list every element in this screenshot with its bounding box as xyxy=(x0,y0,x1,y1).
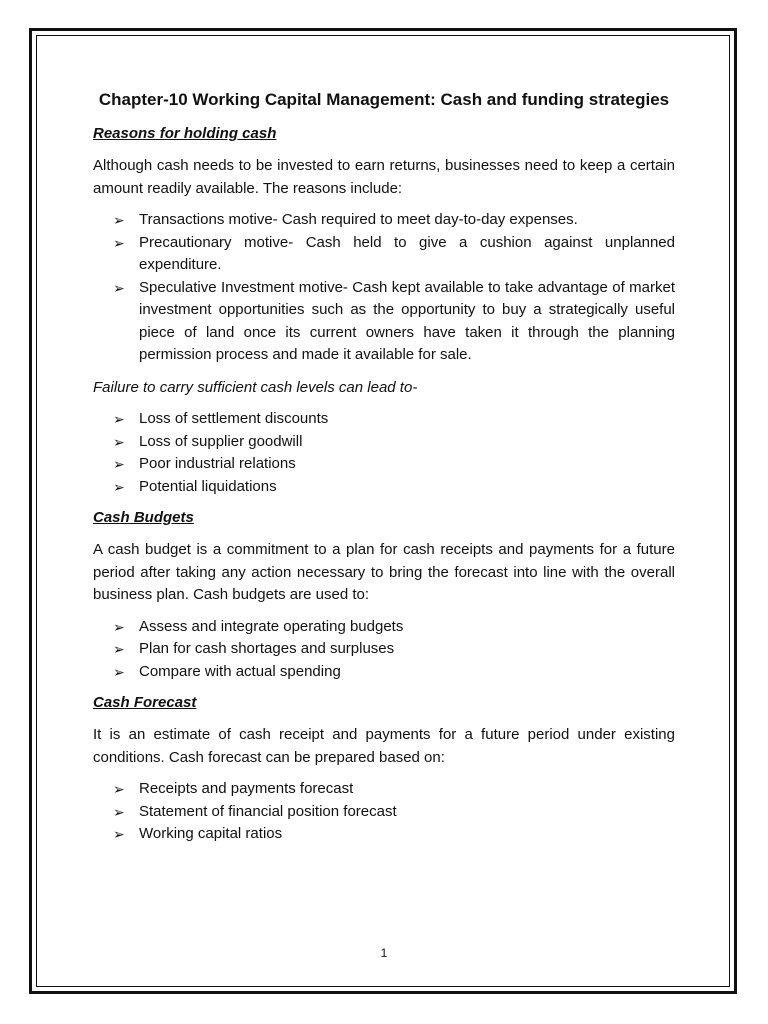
list-item: ➢ Precautionary motive- Cash held to give a cushion against unplanned expenditure. xyxy=(113,233,675,273)
list-item: ➢ Receipts and payments forecast xyxy=(93,778,675,801)
arrow-bullet-icon: ➢ xyxy=(113,781,125,797)
list-item: ➢ Loss of supplier goodwill xyxy=(93,431,675,454)
budgets-intro: A cash budget is a commitment to a plan for cash receipts and payments for a future period after taking any action necessary to bring the forecast into line with the overall business plan. Cash budgets are used to: xyxy=(93,541,675,603)
list-item: ➢ Working capital ratios xyxy=(93,823,675,846)
list-item: ➢ Potential liquidations xyxy=(93,476,675,499)
list-item: ➢ Plan for cash shortages and surpluses xyxy=(93,638,675,661)
arrow-bullet-icon: ➢ xyxy=(113,234,125,251)
list-item: ➢ Loss of settlement discounts xyxy=(93,408,675,431)
list-item: ➢ Speculative Investment motive- Cash kept available to take advantage of market investment opportunities such as the opportunity to buy a strategically useful piece of land once its current owners have taken it through the planning permission process and made it available for sale. xyxy=(113,278,675,363)
page-content xyxy=(93,86,675,856)
arrow-bullet-icon: ➢ xyxy=(113,279,125,296)
reasons-list xyxy=(93,209,675,367)
failure-intro: Failure to carry sufficient cash levels can lead to- xyxy=(93,378,418,396)
arrow-bullet-icon: ➢ xyxy=(113,456,125,472)
arrow-bullet-icon: ➢ xyxy=(113,663,125,680)
list-item: ➢ Assess and integrate operating budgets xyxy=(93,616,675,639)
section-heading-reasons: Reasons for holding cash xyxy=(93,125,277,142)
arrow-bullet-icon: ➢ xyxy=(113,478,125,495)
list-item: ➢ Compare with actual spending xyxy=(93,661,675,684)
section-heading-cash-forecast: Cash Forecast xyxy=(93,694,197,711)
budgets-list xyxy=(93,616,675,684)
arrow-bullet-icon: ➢ xyxy=(113,433,125,450)
arrow-bullet-icon: ➢ xyxy=(113,826,125,842)
failure-list xyxy=(93,408,675,498)
list-item: ➢ Transactions motive- Cash required to meet day-to-day expenses. xyxy=(93,209,675,232)
arrow-bullet-icon: ➢ xyxy=(113,618,125,635)
forecast-intro: It is an estimate of cash receipt and payments for a future period under existing conditions. Cash forecast can be prepared based on: xyxy=(93,726,675,766)
page-number: 1 xyxy=(380,946,388,960)
chapter-title: Chapter-10 Working Capital Management: Cash and funding strategies xyxy=(98,90,670,109)
section-heading-cash-budgets: Cash Budgets xyxy=(93,509,194,526)
arrow-bullet-icon: ➢ xyxy=(113,641,125,657)
arrow-bullet-icon: ➢ xyxy=(113,212,125,228)
list-item: ➢ Statement of financial position forecast xyxy=(93,801,675,824)
reasons-intro: Although cash needs to be invested to earn returns, businesses need to keep a certain amount readily available. The reasons include: xyxy=(93,157,675,197)
arrow-bullet-icon: ➢ xyxy=(113,411,125,427)
forecast-list xyxy=(93,778,675,846)
arrow-bullet-icon: ➢ xyxy=(113,803,125,820)
list-item: ➢ Poor industrial relations xyxy=(93,453,675,476)
